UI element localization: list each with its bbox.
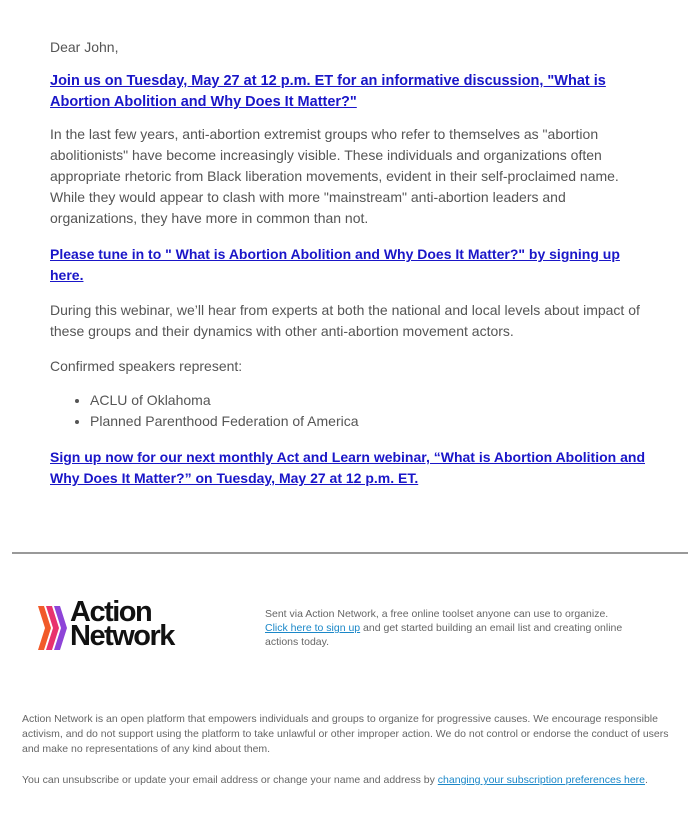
unsubscribe-end: . bbox=[645, 774, 648, 786]
signup-link-1[interactable]: Please tune in to " What is Abortion Abolition and Why Does It Matter?" by signing up here. bbox=[50, 246, 620, 283]
signup-link-2[interactable]: Sign up now for our next monthly Act and Learn webinar, “What is Abortion Abolition and Why Does It Matter?” on Tuesday, May 27 at 12 p.m. ET. bbox=[50, 449, 645, 486]
sent-via-rest: and get started building an email list and creating online actions today. bbox=[265, 622, 623, 648]
logo-wordmark bbox=[70, 596, 174, 652]
logo-line-2: Network bbox=[70, 620, 174, 652]
signup-cta-1 bbox=[50, 244, 650, 286]
intro-paragraph: In the last few years, anti-abortion extremist groups who refer to themselves as "abortion abolitionists" have become increasingly visible. These individuals and organizations often appropriate rhetoric from Black liberation movements, evident in their self-proclaimed name. While they would appear to clash with more "mainstream" anti-abortion leaders and organizations, they have more in common than not. bbox=[50, 126, 619, 226]
unsubscribe-note bbox=[22, 773, 692, 788]
headline-link[interactable]: Join us on Tuesday, May 27 at 12 p.m. ET for an informative discussion, "What is Abortion Abolition and Why Does It Matter?" bbox=[50, 73, 606, 110]
sent-via-note bbox=[265, 607, 635, 649]
footer-signup-link[interactable]: Click here to sign up bbox=[265, 622, 361, 634]
footer-disclaimer: Action Network is an open platform that empowers individuals and groups to organize for progressive causes. We encourage responsible activism, and do not support using the platform to take unlawful or other improper action. We do not control or endorse the conduct of users and make no representations of any kind about them. bbox=[22, 713, 669, 755]
speaker-item: • ACLU of Oklahoma bbox=[90, 390, 359, 411]
footer-divider bbox=[12, 552, 688, 554]
logo-line-1: Action bbox=[70, 596, 152, 628]
webinar-paragraph: During this webinar, we’ll hear from experts at both the national and local levels about impact of these groups and their dynamics with other anti-abortion movement actors. bbox=[50, 302, 640, 339]
speaker-item: • Planned Parenthood Federation of America bbox=[90, 411, 359, 432]
action-network-logo[interactable] bbox=[38, 596, 198, 660]
greeting: Dear John, bbox=[50, 39, 119, 55]
speakers-intro: Confirmed speakers represent: bbox=[50, 358, 243, 374]
logo-chevrons-icon bbox=[38, 604, 70, 652]
sent-via-text: Sent via Action Network, a free online toolset anyone can use to organize. bbox=[265, 608, 609, 620]
headline bbox=[50, 71, 655, 113]
signup-cta-2 bbox=[50, 447, 655, 489]
subscription-preferences-link[interactable]: changing your subscription preferences here bbox=[437, 774, 646, 786]
unsubscribe-text: You can unsubscribe or update your email address or change your name and address by bbox=[22, 774, 438, 786]
speakers-list bbox=[50, 390, 359, 432]
